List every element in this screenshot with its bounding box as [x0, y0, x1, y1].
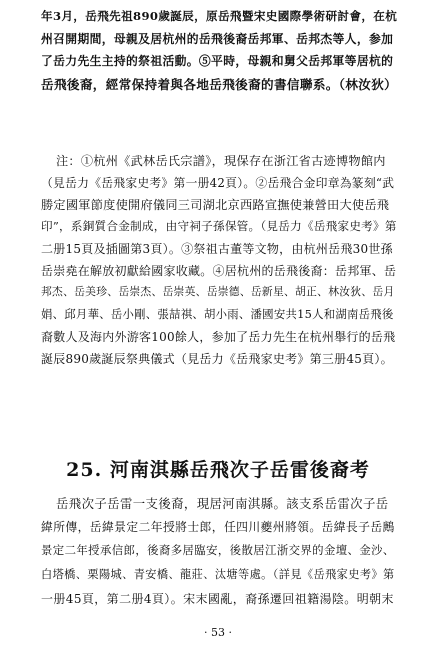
note-line: （見岳力《岳飛家史考》第一册42頁）。②岳飛合金印章為篆刻“武	[41, 176, 395, 190]
page-number: · 53 ·	[204, 626, 232, 639]
paragraph-line: 州召開期間，母親及居杭州的岳飛後裔岳邦軍、岳邦杰等人，参加	[41, 32, 394, 46]
note-line: 誕辰890歲誕辰祭典儀式（見岳力《岳飛家史考》第三册45頁）。	[41, 352, 393, 366]
body-line: 緯所傳，岳緯景定二年授將士郎，任四川夔州將領。岳緯長子岳鶊	[41, 520, 395, 534]
note-line: 印”，系銅質合金制成，由守祠子孫保管。（見岳力《岳飛家史考》第	[41, 219, 397, 233]
paragraph-line: 岳飛後裔，經常保持着與各地岳飛後裔的書信聯系。（林汝狄）	[41, 77, 398, 92]
note-line: 勝定國軍節度使開府儀同三司湖北京西路宣撫使兼營田大使岳飛	[41, 198, 390, 212]
note-line: 裔數人及海内外游客100餘人，参加了岳力先生在杭州舉行的岳飛	[41, 330, 396, 344]
note-line: 邦杰、岳美珍、岳崇杰、岳崇英、岳崇德、岳新星、胡正、林汝狄、岳月	[41, 285, 395, 298]
note-line: 注：①杭州《武林岳氏宗譜》，現保存在浙江省古迹博物館内	[56, 154, 386, 168]
section-title: 25. 河南淇縣岳飛次子岳雷後裔考	[66, 459, 370, 481]
paragraph-line: 了岳力先生主持的祭祖活動。⑤平時，母親和舅父岳邦軍等居杭的	[41, 54, 394, 68]
body-line: 岳飛次子岳雷一支後裔，現居河南淇縣。該支系岳雷次子岳	[56, 496, 389, 511]
note-line: 岳崇堯在解放初獻給國家收藏。④居杭州的岳飛後裔：岳邦軍、岳	[41, 264, 397, 278]
paragraph-line: 年3月，岳飛先祖890歲誕辰，原岳飛暨宋史國際學術研討會，在杭	[41, 9, 398, 23]
body-line: 一册45頁，第二册4頁）。宋末國亂，裔孫遷回祖籍湯陰。明朝末	[41, 592, 394, 606]
note-line: 二册15頁及插圖第3頁）。③祭祖古董等文物，由杭州岳飛30世孫	[41, 242, 393, 256]
body-line: 白塔橋、栗陽城、青安橋、龍莊、汰塘等處。（詳見《岳飛家史考》第	[41, 568, 395, 581]
body-line: 景定二年授承信郎，後裔多居臨安，後散居江浙交界的金壇、金沙、	[41, 543, 395, 557]
note-line: 娟、邱月華、岳小剛、張喆祺、胡小雨、潘國安共15人和湖南岳飛後	[41, 307, 394, 321]
